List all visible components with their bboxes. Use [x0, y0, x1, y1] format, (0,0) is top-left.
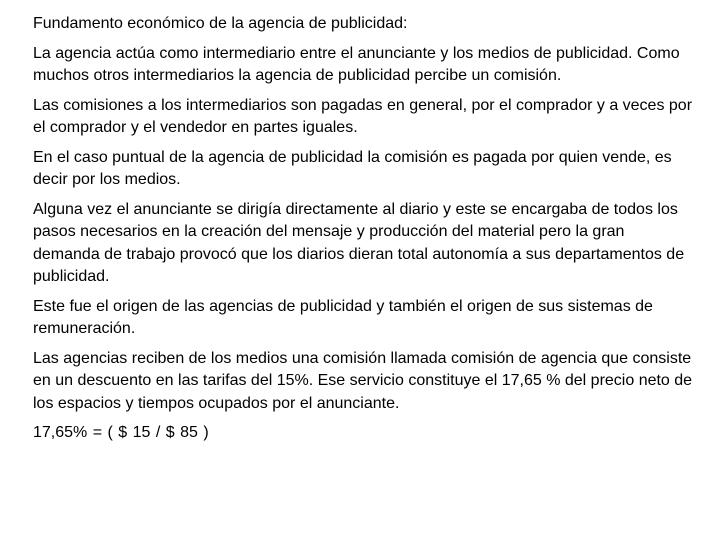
document-title: Fundamento económico de la agencia de publicidad:	[33, 15, 408, 32]
paragraph-intermediary: La agencia actúa como intermediario entre el anunciante y los medios de publicidad. Como muchos otros intermediarios la agencia de publicidad percibe un comisión.	[33, 44, 680, 84]
paragraph-seller-pays: En el caso puntual de la agencia de publicidad la comisión es pagada por quien vende, es decir por los medios.	[33, 148, 672, 188]
paragraph-commissions: Las comisiones a los intermediarios son pagadas en general, por el comprador y a veces por el comprador y el vendedor en partes iguales.	[33, 96, 693, 136]
paragraph-history: Alguna vez el anunciante se dirigía directamente al diario y este se encargaba de todos los pasos necesarios en la creación del mensaje y producción del material pero la gran demanda de trabajo provocó que los diarios dieran total autonomía a sus departamentos de publicidad.	[33, 200, 685, 285]
paragraph-origin: Este fue el origen de las agencias de publicidad y también el origen de sus sistemas de remuneración.	[33, 297, 653, 337]
paragraph-agency-commission: Las agencias reciben de los medios una comisión llamada comisión de agencia que consiste en un descuento en las tarifas del 15%. Ese servicio constituye el 17,65 % del precio neto de los espacios y tiempos ocupados por el anunciante.	[33, 349, 693, 412]
commission-formula: 17,65% = ( $ 15 / $ 85 )	[33, 424, 209, 441]
document-body	[33, 13, 693, 452]
